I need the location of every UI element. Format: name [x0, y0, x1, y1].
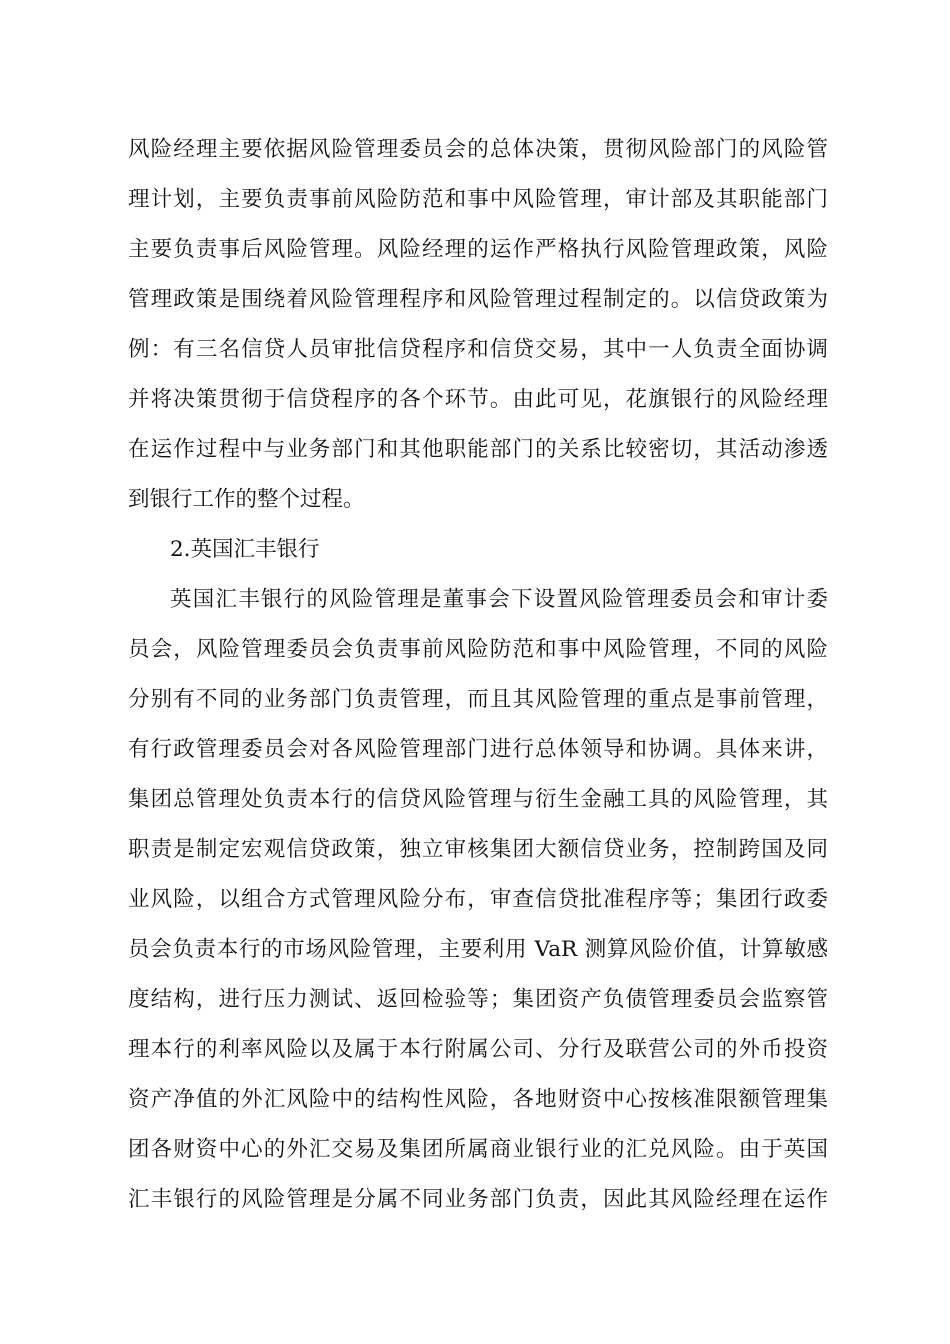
paragraph-1-line-1: 风险经理主要依据风险管理委员会的总体决策，贯彻风险部门的风险管: [128, 137, 828, 162]
paragraph-1-line-5: 例：有三名信贷人员审批信贷程序和信贷交易，其中一人负责全面协调: [128, 337, 828, 362]
paragraph-2-line-3: 分别有不同的业务部门负责管理，而且其风险管理的重点是事前管理，: [128, 687, 828, 712]
paragraph-1-line-3: 主要负责事后风险管理。风险经理的运作严格执行风险管理政策，风险: [128, 237, 828, 262]
paragraph-1-line-7: 在运作过程中与业务部门和其他职能部门的关系比较密切，其活动渗透: [128, 437, 828, 462]
paragraph-1-line-2: 理计划，主要负责事前风险防范和事中风险管理，审计部及其职能部门: [128, 187, 828, 212]
paragraph-2-line-5: 集团总管理处负责本行的信贷风险管理与衍生金融工具的风险管理，其: [128, 787, 828, 812]
paragraph-2-line-13: 汇丰银行的风险管理是分属不同业务部门负责，因此其风险经理在运作: [128, 1187, 828, 1212]
paragraph-2-line-2: 员会，风险管理委员会负责事前风险防范和事中风险管理，不同的风险: [128, 637, 828, 662]
section-heading: 2.英国汇丰银行: [170, 537, 320, 562]
paragraph-2-line-1: 英国汇丰银行的风险管理是董事会下设置风险管理委员会和审计委: [170, 587, 828, 612]
paragraph-1-line-6: 并将决策贯彻于信贷程序的各个环节。由此可见，花旗银行的风险经理: [128, 387, 828, 412]
paragraph-2-line-6: 职责是制定宏观信贷政策，独立审核集团大额信贷业务，控制跨国及同: [128, 837, 828, 862]
paragraph-2-line-8: 员会负责本行的市场风险管理，主要利用 VaR 测算风险价值，计算敏感: [128, 937, 828, 962]
paragraph-2-line-7: 业风险，以组合方式管理风险分布，审查信贷批准程序等；集团行政委: [128, 887, 828, 912]
paragraph-2-line-12: 团各财资中心的外汇交易及集团所属商业银行业的汇兑风险。由于英国: [128, 1137, 828, 1162]
paragraph-1-line-4: 管理政策是围绕着风险管理程序和风险管理过程制定的。以信贷政策为: [128, 287, 828, 312]
paragraph-2-line-4: 有行政管理委员会对各风险管理部门进行总体领导和协调。具体来讲，: [128, 737, 828, 762]
paragraph-2-line-11: 资产净值的外汇风险中的结构性风险，各地财资中心按核准限额管理集: [128, 1087, 828, 1112]
paragraph-2-line-9: 度结构，进行压力测试、返回检验等；集团资产负债管理委员会监察管: [128, 987, 828, 1012]
paragraph-2-line-10: 理本行的利率风险以及属于本行附属公司、分行及联营公司的外币投资: [128, 1037, 828, 1062]
paragraph-1-line-8: 到银行工作的整个过程。: [128, 487, 365, 512]
